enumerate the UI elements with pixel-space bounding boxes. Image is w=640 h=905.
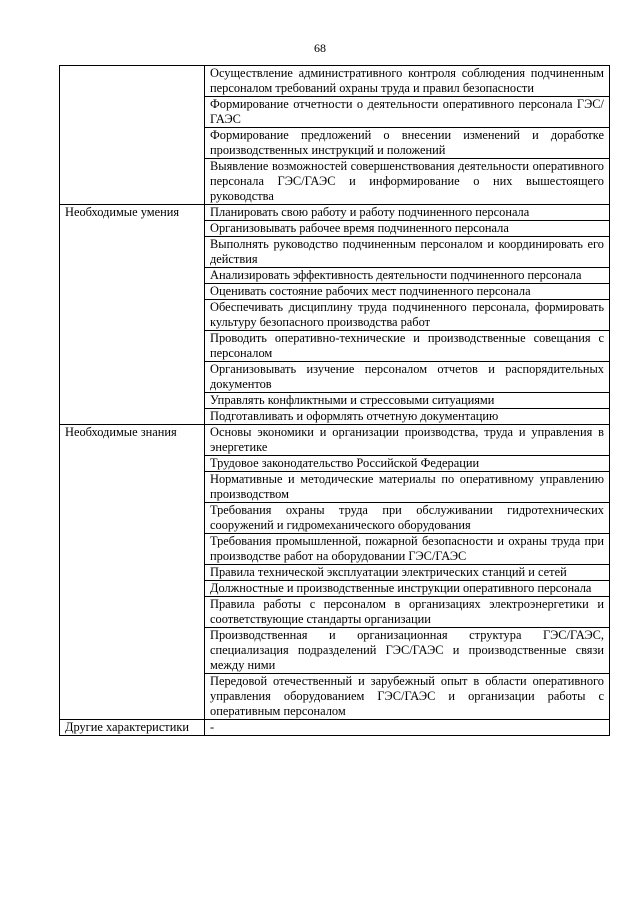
section-label: Другие характеристики <box>60 720 205 736</box>
table-row <box>60 205 610 221</box>
requirement-item: Организовывать рабочее время подчиненного персонала <box>205 221 610 237</box>
requirement-item: Обеспечивать дисциплину труда подчиненного персонала, формировать культуру безопасного производства работ <box>205 300 610 331</box>
requirement-item: Требования охраны труда при обслуживании гидротехнических сооружений и гидромеханического оборудования <box>205 503 610 534</box>
requirement-item: Управлять конфликтными и стрессовыми ситуациями <box>205 393 610 409</box>
requirement-item: Правила работы с персоналом в организациях электроэнергетики и соответствующие стандарты организации <box>205 597 610 628</box>
section-label: Необходимые умения <box>60 205 205 425</box>
requirement-item: Основы экономики и организации производства, труда и управления в энергетике <box>205 425 610 456</box>
requirement-item: Нормативные и методические материалы по оперативному управлению производством <box>205 472 610 503</box>
table-row <box>60 66 610 97</box>
requirement-item: Формирование предложений о внесении изменений и доработке производственных инструкций и положений <box>205 128 610 159</box>
requirement-item: Подготавливать и оформлять отчетную документацию <box>205 409 610 425</box>
section-label: Необходимые знания <box>60 425 205 720</box>
table-row <box>60 720 610 736</box>
requirement-item: Производственная и организационная структура ГЭС/ГАЭС, специализация подразделений ГЭС/ГАЭС и производственные связи между ними <box>205 628 610 674</box>
table-row <box>60 425 610 456</box>
requirement-item: - <box>205 720 610 736</box>
requirements-table <box>59 65 610 736</box>
requirement-item: Передовой отечественный и зарубежный опыт в области оперативного управления оборудованием ГЭС/ГАЭС и организации работы с оперативным персоналом <box>205 674 610 720</box>
requirement-item: Проводить оперативно-технические и производственные совещания с персоналом <box>205 331 610 362</box>
requirement-item: Требования промышленной, пожарной безопасности и охраны труда при производстве работ на оборудовании ГЭС/ГАЭС <box>205 534 610 565</box>
requirement-item: Организовывать изучение персоналом отчетов и распорядительных документов <box>205 362 610 393</box>
section-label <box>60 66 205 205</box>
requirement-item: Осуществление административного контроля соблюдения подчиненным персоналом требований охраны труда и правил безопасности <box>205 66 610 97</box>
page-number: 68 <box>314 41 326 55</box>
requirement-item: Правила технической эксплуатации электрических станций и сетей <box>205 565 610 581</box>
requirement-item: Оценивать состояние рабочих мест подчиненного персонала <box>205 284 610 300</box>
requirement-item: Планировать свою работу и работу подчиненного персонала <box>205 205 610 221</box>
requirement-item: Выполнять руководство подчиненным персоналом и координировать его действия <box>205 237 610 268</box>
requirement-item: Выявление возможностей совершенствования деятельности оперативного персонала ГЭС/ГАЭС и информирование о них вышестоящего руководства <box>205 159 610 205</box>
requirement-item: Трудовое законодательство Российской Федерации <box>205 456 610 472</box>
requirement-item: Формирование отчетности о деятельности оперативного персонала ГЭС/ГАЭС <box>205 97 610 128</box>
requirement-item: Анализировать эффективность деятельности подчиненного персонала <box>205 268 610 284</box>
requirement-item: Должностные и производственные инструкции оперативного персонала <box>205 581 610 597</box>
